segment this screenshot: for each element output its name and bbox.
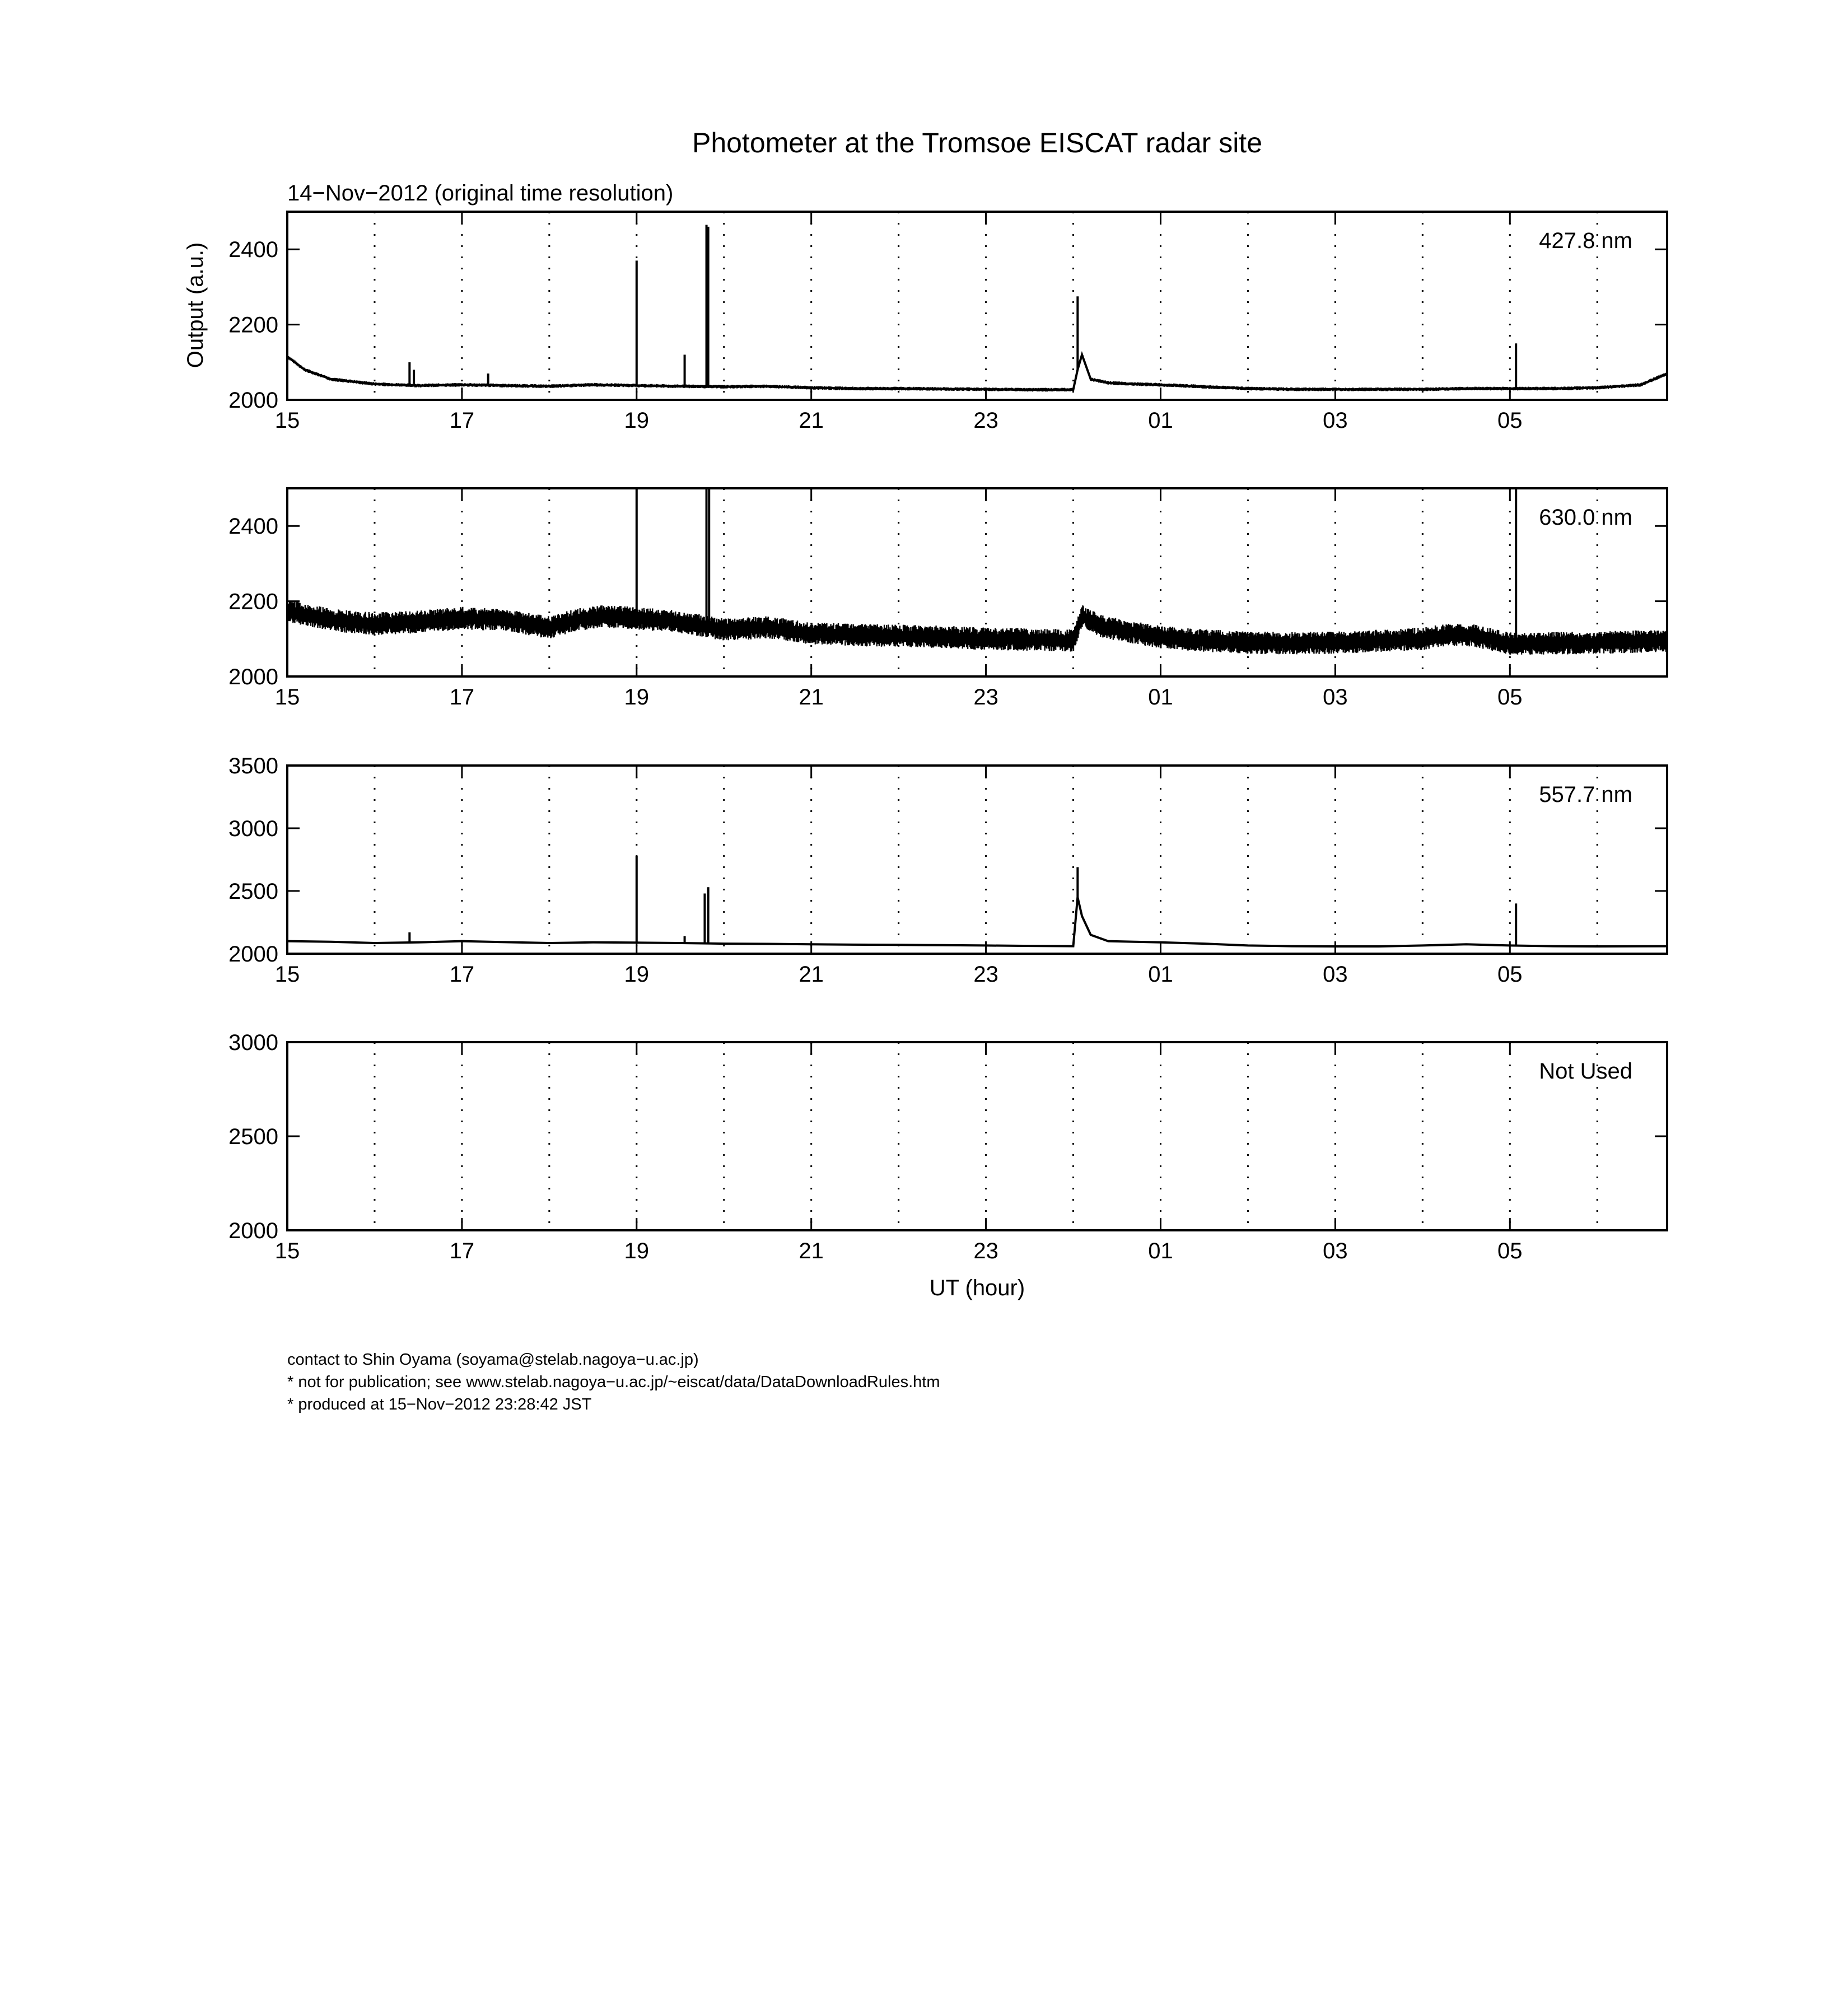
y-tick-label: 2500 xyxy=(228,1124,278,1149)
panel-2 xyxy=(228,488,1667,710)
x-tick-label: 01 xyxy=(1148,685,1173,710)
data-line xyxy=(287,897,1667,946)
x-tick-label: 15 xyxy=(274,685,300,710)
footer-contact: contact to Shin Oyama (soyama@stelab.nagoya−u.ac.jp) xyxy=(287,1351,699,1369)
x-tick-label: 05 xyxy=(1497,685,1523,710)
panel-label: 427.8 nm xyxy=(1539,228,1632,253)
footer-produced: * produced at 15−Nov−2012 23:28:42 JST xyxy=(287,1396,592,1413)
panel-1 xyxy=(228,212,1667,433)
x-axis-label: UT (hour) xyxy=(929,1276,1025,1300)
y-tick-label: 2200 xyxy=(228,312,278,338)
x-tick-label: 21 xyxy=(799,685,824,710)
x-tick-label: 19 xyxy=(624,408,650,433)
panel-label: 630.0 nm xyxy=(1539,505,1632,530)
y-tick-label: 2400 xyxy=(228,237,278,263)
panel-frame xyxy=(287,212,1667,400)
x-tick-label: 03 xyxy=(1323,408,1348,433)
y-tick-label: 2200 xyxy=(228,589,278,614)
x-tick-label: 15 xyxy=(274,408,300,433)
x-tick-label: 23 xyxy=(973,685,998,710)
x-tick-label: 17 xyxy=(449,408,475,433)
y-tick-label: 3000 xyxy=(228,816,278,841)
y-axis-label: Output (a.u.) xyxy=(183,242,208,368)
x-tick-label: 03 xyxy=(1323,685,1348,710)
x-tick-label: 17 xyxy=(449,962,475,987)
y-tick-label: 2400 xyxy=(228,514,278,539)
panel-label: Not Used xyxy=(1539,1059,1632,1084)
x-tick-label: 05 xyxy=(1497,408,1523,433)
y-tick-label: 2000 xyxy=(228,388,278,413)
y-tick-label: 2000 xyxy=(228,1219,278,1243)
data-trace xyxy=(287,601,1667,655)
panel-4 xyxy=(228,1030,1667,1263)
data-trace xyxy=(287,898,1667,947)
figure-title: Photometer at the Tromsoe EISCAT radar site xyxy=(692,127,1263,158)
x-tick-label: 01 xyxy=(1148,408,1173,433)
x-tick-label: 19 xyxy=(624,1239,650,1263)
x-tick-label: 01 xyxy=(1148,962,1173,987)
footer-disclaimer: * not for publication; see www.stelab.nagoya−u.ac.jp/~eiscat/data/DataDownloadRules.htm xyxy=(287,1373,940,1391)
x-tick-label: 03 xyxy=(1323,962,1348,987)
x-tick-label: 19 xyxy=(624,685,650,710)
x-tick-label: 01 xyxy=(1148,1239,1173,1263)
x-tick-label: 21 xyxy=(799,962,824,987)
x-tick-label: 05 xyxy=(1497,1239,1523,1263)
panel-frame xyxy=(287,488,1667,676)
x-tick-label: 21 xyxy=(799,1239,824,1263)
footer-notes xyxy=(287,1348,940,1416)
x-tick-label: 15 xyxy=(274,962,300,987)
x-tick-label: 23 xyxy=(973,1239,998,1263)
x-tick-label: 23 xyxy=(973,408,998,433)
figure-subtitle: 14−Nov−2012 (original time resolution) xyxy=(287,181,674,206)
x-tick-label: 15 xyxy=(274,1239,300,1263)
x-tick-label: 21 xyxy=(799,408,824,433)
x-tick-label: 23 xyxy=(973,962,998,987)
x-tick-label: 03 xyxy=(1323,1239,1348,1263)
panel-label: 557.7 nm xyxy=(1539,782,1632,807)
y-tick-label: 3500 xyxy=(228,754,278,778)
x-tick-label: 17 xyxy=(449,1239,475,1263)
y-tick-label: 2500 xyxy=(228,879,278,904)
panel-frame xyxy=(287,766,1667,954)
y-tick-label: 2000 xyxy=(228,942,278,967)
panel-frame xyxy=(287,1042,1667,1230)
y-tick-label: 2000 xyxy=(228,665,278,689)
x-tick-label: 19 xyxy=(624,962,650,987)
y-tick-label: 3000 xyxy=(228,1030,278,1055)
x-tick-label: 17 xyxy=(449,685,475,710)
x-tick-label: 05 xyxy=(1497,962,1523,987)
panel-3 xyxy=(228,754,1667,987)
data-line xyxy=(287,354,1667,390)
